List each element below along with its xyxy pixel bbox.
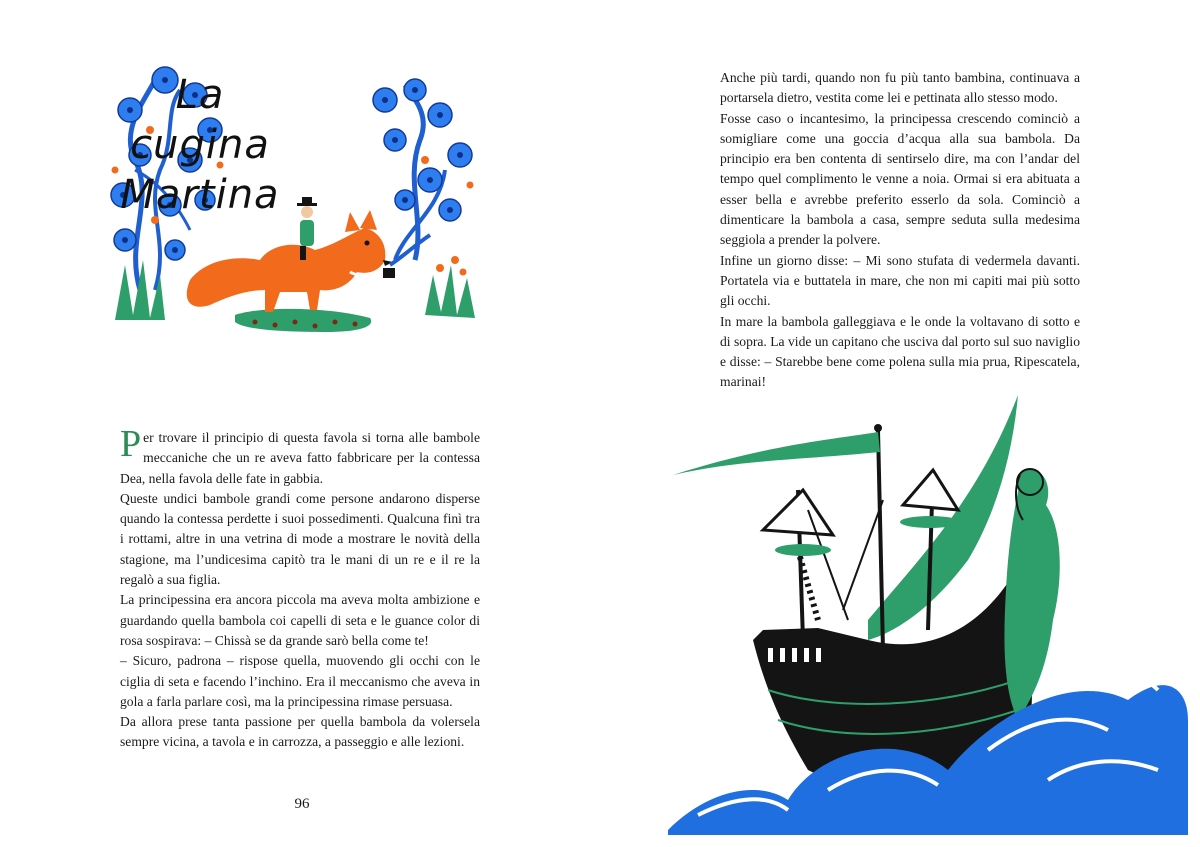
ground	[235, 309, 371, 332]
story-title-line2: Martina	[120, 172, 280, 218]
paragraph: Queste undici bambole grandi come persone andarono disperse quando la contessa perdette i suoi possedimenti. Qualcuna finì tra i rottami, altre in una vetrina di mode a mostrare le novità della stagione, ma l’undicesima capitò tra le mani di un re e il re la regalò a sua figlia.	[120, 490, 480, 588]
ship-illustration	[668, 390, 1188, 835]
paragraph: Fosse caso o incantesimo, la principessa crescendo cominciò a somigliare come una goccia d’acqua alla sua bambola. Da principio era ben contenta di sentirselo dire, ma con l’andar del tempo quel complimento le venne a noia. Ormai si era abituata a esser bella e avrebbe preferito esserlo da sola. Cominciò a dimenticare la bambola a casa, sempre seduta sulla medesima seggiola a prender la polvere.	[720, 110, 1080, 248]
paragraph: Anche più tardi, quando non fu più tanto bambina, continuava a portarsela dietro, vestita come lei e pettinata allo stesso modo.	[720, 70, 1080, 106]
story-title	[100, 70, 300, 220]
page-number: 96	[294, 796, 310, 812]
ship-rigging	[763, 470, 960, 640]
story-title-line1: La cugina	[130, 72, 270, 168]
paragraph: Infine un giorno disse: – Mi sono stufata di vedermela davanti. Portatela via e buttatela in mare, che non mi capiti mai più sotto gli occhi.	[720, 252, 1080, 309]
figurehead-icon	[1004, 469, 1059, 720]
paragraph: Da allora prese tanta passione per quella bambola da volersela sempre vicina, a tavola e in carrozza, a passeggio e alle lezioni.	[120, 714, 480, 750]
paragraph: La principessina era ancora piccola ma aveva molta ambizione e guardando quella bambola coi capelli di seta e le guance color di rosa sospirava: – Chissà se da grande sarò bella come te!	[120, 592, 480, 648]
left-body-text	[120, 423, 480, 753]
paragraph: Per trovare il principio di questa favola si torna alle bambole meccaniche che un re aveva fatto fabbricare per la contessa Dea, nella favola delle fate in gabbia.	[120, 423, 480, 486]
paragraph: – Sicuro, padrona – rispose quella, muovendo gli occhi con le ciglia di seta e facendo l’inchino. Era il meccanismo che aveva in gola a farla parlare così, ma la principessina rimase persuasa.	[120, 653, 480, 709]
paragraph: In mare la bambola galleggiava e le onde la voltavano di sotto e di sopra. La vide un capitano che usciva dal porto sul suo naviglio e disse: – Starebbe bene come polena sulla mia prua, Ripescatela, marinai!	[720, 313, 1080, 390]
blue-flower-icon	[373, 79, 474, 260]
drop-cap: P	[120, 423, 142, 465]
right-page	[600, 0, 1200, 847]
flag-icon	[673, 424, 883, 650]
right-body-text	[720, 68, 1080, 393]
